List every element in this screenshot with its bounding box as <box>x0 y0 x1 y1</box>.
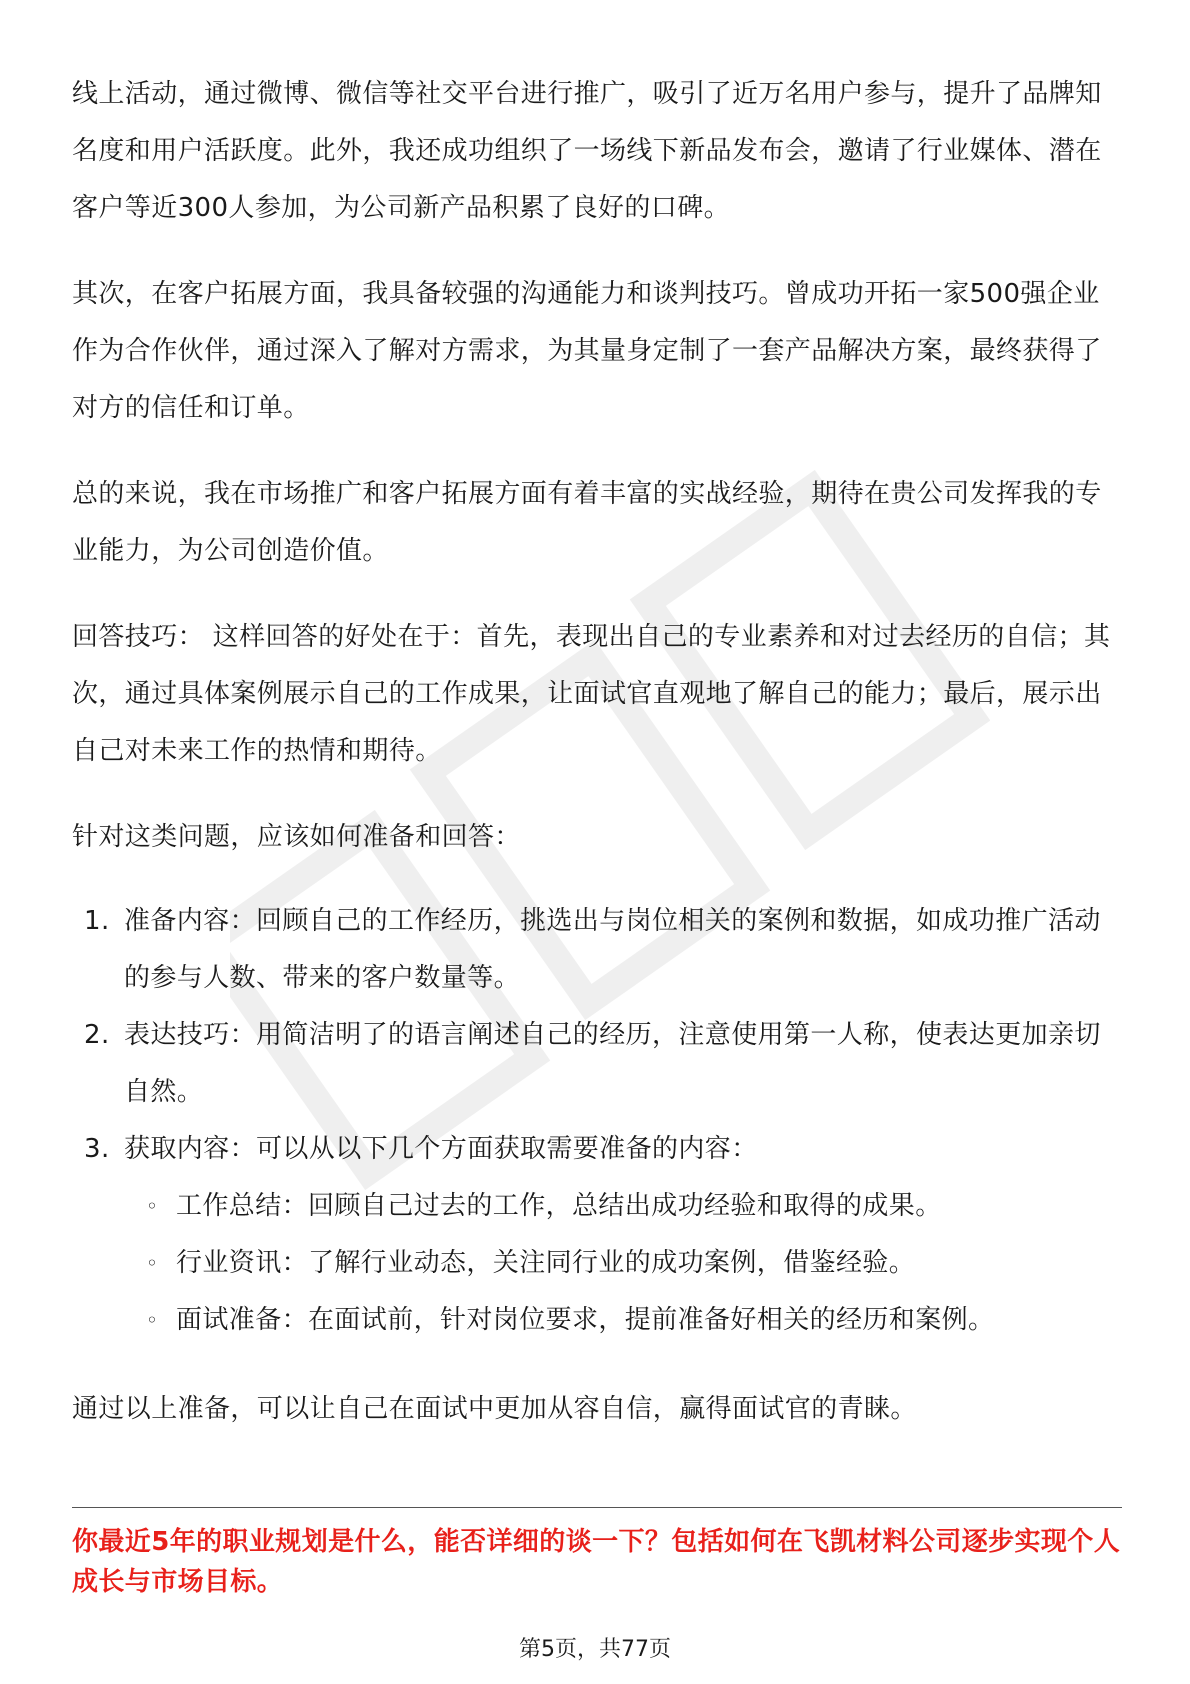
list-item-text: 准备内容：回顾自己的工作经历，挑选出与岗位相关的案例和数据，如成功推广活动的参与人数、带来的客户数量等。 <box>124 906 1101 993</box>
sub-list-item <box>124 1178 1122 1235</box>
closing-paragraph: 通过以上准备，可以让自己在面试中更加从容自信，赢得面试官的青睐。 <box>72 1394 917 1424</box>
list-item-text: 表达技巧：用简洁明了的语言阐述自己的经历，注意使用第一人称，使表达更加亲切自然。 <box>124 1020 1101 1107</box>
sub-list-item <box>124 1235 1122 1292</box>
section-divider <box>72 1507 1122 1508</box>
paragraph: 总的来说，我在市场推广和客户拓展方面有着丰富的实战经验，期待在贵公司发挥我的专业能力，为公司创造价值。 <box>72 479 1102 566</box>
sub-list-item-text: 行业资讯：了解行业动态，关注同行业的成功案例，借鉴经验。 <box>176 1248 916 1278</box>
answer-tips-paragraph: 回答技巧： 这样回答的好处在于：首先，表现出自己的专业素养和对过去经历的自信；其次，通过具体案例展示自己的工作成果，让面试官直观地了解自己的能力；最后，展示出自己对未来工作的热情和期待。 <box>72 622 1111 766</box>
sub-list-item <box>124 1292 1122 1349</box>
list-number: 3. <box>84 1134 110 1164</box>
list-item <box>72 1121 1122 1349</box>
sub-list-item-text: 面试准备：在面试前，针对岗位要求，提前准备好相关的经历和案例。 <box>176 1305 995 1335</box>
paragraph: 线上活动，通过微博、微信等社交平台进行推广，吸引了近万名用户参与，提升了品牌知名度和用户活跃度。此外，我还成功组织了一场线下新品发布会，邀请了行业媒体、潜在客户等近300人参加，为公司新产品积累了良好的口碑。 <box>72 79 1102 223</box>
list-item <box>72 1007 1122 1121</box>
list-item-text: 获取内容：可以从以下几个方面获取需要准备的内容： <box>124 1134 758 1164</box>
document-body <box>72 66 1122 1467</box>
paragraph: 其次，在客户拓展方面，我具备较强的沟通能力和谈判技巧。曾成功开拓一家500强企业作为合作伙伴，通过深入了解对方需求，为其量身定制了一套产品解决方案，最终获得了对方的信任和订单。 <box>72 279 1102 423</box>
preparation-list <box>72 893 1122 1349</box>
bullet-icon: ◦ <box>146 1251 159 1275</box>
bullet-icon: ◦ <box>146 1194 159 1218</box>
list-item <box>72 893 1122 1007</box>
sub-list <box>124 1178 1122 1349</box>
preparation-intro: 针对这类问题，应该如何准备和回答： <box>72 822 521 852</box>
sub-list-item-text: 工作总结：回顾自己过去的工作，总结出成功经验和取得的成果。 <box>176 1191 942 1221</box>
next-question-heading: 你最近5年的职业规划是什么，能否详细的谈一下？包括如何在飞凯材料公司逐步实现个人成长与市场目标。 <box>72 1527 1121 1597</box>
bullet-icon: ◦ <box>146 1308 159 1332</box>
list-number: 2. <box>84 1020 110 1050</box>
list-number: 1. <box>84 906 110 936</box>
page-number-footer: 第5页，共77页 <box>519 1637 671 1662</box>
